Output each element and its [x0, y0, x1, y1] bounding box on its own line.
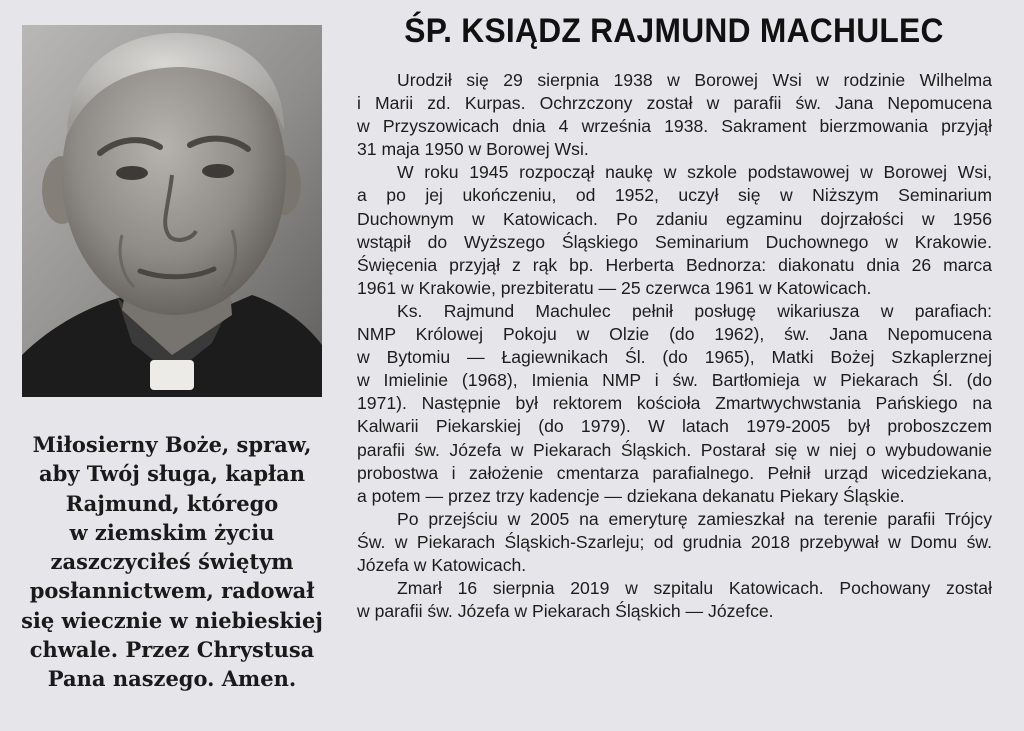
prayer-line: Miłosierny Boże, spraw, — [32, 432, 312, 457]
bio-line: W roku 1945 rozpoczął naukę w szkole podstawowej w Borowej Wsi, — [397, 162, 992, 183]
prayer-line: się wiecznie w niebieskiej — [21, 607, 323, 633]
bio-line: Urodził się 29 sierpnia 1938 w Borowej Wsi w rodzinie Wilhelma — [397, 70, 992, 90]
page-title: ŚP. KSIĄDZ RAJMUND MACHULEC — [404, 12, 944, 50]
bio-line: Św. w Piekarach Śląskich-Szarleju; od grudnia 2018 przebywał w Domu św. — [357, 531, 992, 552]
bio-line: probostwa i założenie cmentarza parafialnego. Pełnił urząd wicedziekana, — [357, 462, 992, 483]
bio-line: i Marii zd. Kurpas. Ochrzczony został w parafii św. Jana Nepomucena — [357, 93, 992, 114]
bio-line: w parafii św. Józefa w Piekarach Śląskich — Józefce. — [357, 601, 774, 622]
bio-line: 1971). Następnie był rektorem kościoła Zmartwychwstania Pańskiego na — [357, 393, 992, 414]
bio-line: w Imielinie (1968), Imienia NMP i św. Bartłomieja w Piekarach Śl. (do — [357, 370, 992, 391]
prayer-line: Pana naszego. Amen. — [47, 666, 297, 692]
bio-line: 1961 w Krakowie, prezbiteratu — 25 czerwca 1961 w Katowicach. — [357, 277, 872, 298]
bio-line: Święcenia przyjął z rąk bp. Herberta Bednorza: diakonatu dnia 26 marca — [357, 254, 992, 275]
bio-line: w Przyszowicach dnia 4 września 1938. Sakrament bierzmowania przyjął — [357, 116, 992, 137]
prayer-line: Rajmund, którego — [65, 490, 279, 516]
prayer-text — [10, 430, 334, 694]
prayer-line: posłannictwem, radował — [29, 578, 315, 604]
bio-line: Józefa w Katowicach. — [357, 554, 527, 575]
bio-line: a potem — przez trzy kadencje — dziekana dekanatu Piekary Śląskie. — [357, 485, 905, 506]
bio-line: NMP Królowej Pokoju w Olzie (do 1962), św. Jana Nepomucena — [357, 324, 992, 345]
prayer-line: chwale. Przez Chrystusa — [29, 637, 315, 663]
bio-line: parafii św. Józefa w Piekarach Śląskich. Postarał się w niej o wybudowanie — [357, 439, 992, 460]
prayer-line: aby Twój sługa, kapłan — [39, 461, 305, 487]
prayer-line: zaszczyciłeś świętym — [50, 549, 294, 575]
bio-line: 31 maja 1950 w Borowej Wsi. — [357, 139, 589, 160]
bio-line: wstąpił do Wyższego Śląskiego Seminarium Duchownego w Krakowie. — [357, 231, 992, 252]
bio-line: Duchownym w Katowicach. Po zdaniu egzaminu dojrzałości w 1956 — [357, 208, 992, 229]
biography-text — [357, 69, 992, 623]
portrait-photo — [22, 25, 322, 397]
bio-line: Zmarł 16 sierpnia 2019 w szpitalu Katowicach. Pochowany został — [397, 578, 992, 599]
bio-line: a po jej ukończeniu, od 1952, uczył się w Niższym Seminarium — [357, 185, 992, 206]
prayer-line: w ziemskim życiu — [69, 519, 275, 545]
bio-line: Ks. Rajmund Machulec pełnił posługę wikariusza w parafiach: — [397, 300, 992, 321]
bio-line: Kalwarii Piekarskiej (do 1979). W latach 1979-2005 był proboszczem — [357, 416, 992, 437]
bio-line: w Bytomiu — Łagiewnikach Śl. (do 1965), Matki Bożej Szkaplerznej — [357, 347, 992, 368]
bio-line: Po przejściu w 2005 na emeryturę zamieszkał na terenie parafii Trójcy — [397, 508, 992, 529]
